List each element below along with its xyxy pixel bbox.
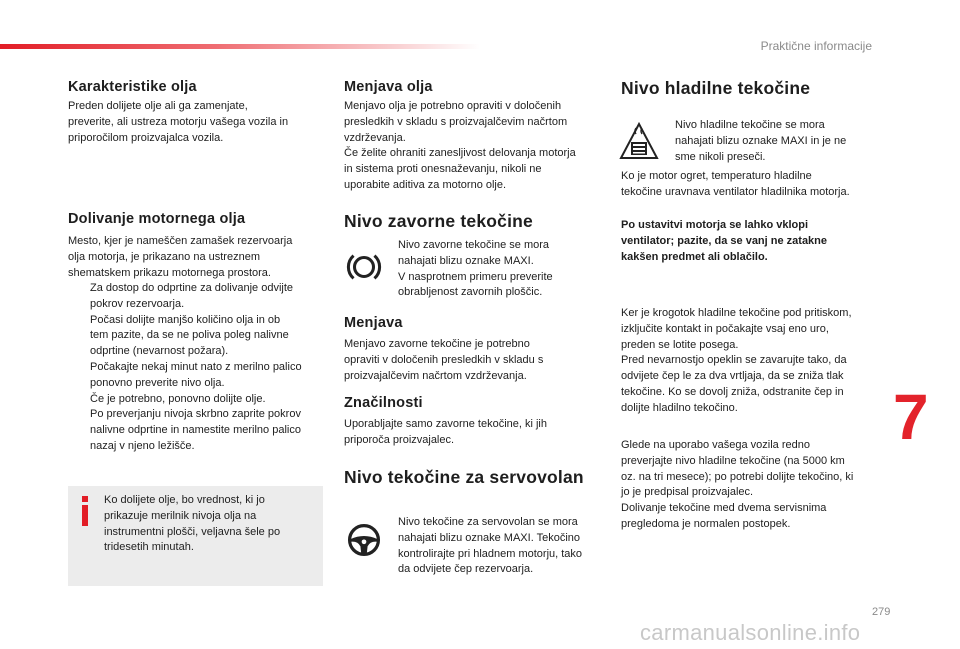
brake-fluid-text: Nivo zavorne tekočine se mora nahajati blizu oznake MAXI. V nasprotnem primeru preverite obrabljenost zavornih ploščic. bbox=[398, 239, 553, 299]
oil-topup-steps bbox=[68, 281, 302, 455]
brake-fluid-title: Nivo zavorne tekočine bbox=[344, 211, 533, 231]
info-note-box bbox=[68, 486, 323, 586]
list-item: Če je potrebno, ponovno dolijte olje. bbox=[90, 392, 266, 405]
oil-change-text: Menjavo olja je potrebno opraviti v določenih presledkih v skladu s proizvajalčevim načrtom vzdrževanja. Če želite ohraniti zanesljivost delovanja motorja in sistema proti onesnaževanju, nikoli ne uporabite aditiva za motorno olje. bbox=[344, 100, 576, 191]
brake-replacement-text: Menjavo zavorne tekočine je potrebno opraviti v določenih presledkih v skladu s proizvajalčevim načrtom vzdrževanja. bbox=[344, 338, 544, 382]
steering-wheel-icon bbox=[346, 522, 382, 558]
coolant-title: Nivo hladilne tekočine bbox=[621, 78, 811, 98]
list-item: Počakajte nekaj minut nato z merilno palico ponovno preverite nivo olja. bbox=[90, 360, 302, 389]
brake-replacement-title: Menjava bbox=[344, 315, 403, 331]
chapter-number: 7 bbox=[893, 381, 929, 453]
oil-characteristics-title: Karakteristike olja bbox=[68, 79, 197, 95]
coolant-check-text: Glede na uporabo vašega vozila redno preverjajte nivo hladilne tekočine (na 5000 km oz. na tri mesece); po potrebi dolijte tekočino, ki jo je predpisal proizvajalec. Dolivanje tekočine med dvema servisnima pregledoma je normalen postopek. bbox=[621, 439, 854, 530]
power-steering-text: Nivo tekočine za servovolan se mora nahajati blizu oznake MAXI. Tekočino kontrolirajte pri hladnem motorju, tako da odvijete čep rezervoarja. bbox=[398, 516, 583, 576]
info-note-text: Ko dolijete olje, bo vrednost, ki jo prikazuje merilnik nivoja olja na instrumentni plošči, veljavna šele po tridesetih minutah. bbox=[104, 494, 281, 554]
section-title: Praktične informacije bbox=[760, 39, 872, 53]
list-item: Po preverjanju nivoja skrbno zaprite pokrov nalivne odprtine in namestite merilno palico nazaj v njeno ležišče. bbox=[90, 408, 301, 452]
fan-warning-text: Po ustavitvi motorja se lahko vklopi ventilator; pazite, da se vanj ne zatakne kakšen predmet ali oblačilo. bbox=[621, 219, 828, 263]
brake-warning-icon bbox=[345, 248, 383, 286]
coolant-hot-engine-text: Ko je motor ogret, temperaturo hladilne tekočine uravnava ventilator hladilnika motorja. bbox=[621, 170, 850, 198]
oil-topup-intro: Mesto, kjer je nameščen zamašek rezervoarja olja motorja, je prikazano na ustreznem shematskem prikazu motornega prostora. bbox=[68, 235, 293, 279]
watermark: carmanualsonline.info bbox=[640, 620, 861, 645]
header-accent-bar bbox=[0, 44, 480, 49]
brake-spec-text: Uporabljajte samo zavorne tekočine, ki jih priporoča proizvajalec. bbox=[344, 418, 547, 446]
oil-topup-title: Dolivanje motornega olja bbox=[68, 211, 246, 227]
hot-coolant-warning-icon bbox=[617, 120, 661, 164]
oil-change-title: Menjava olja bbox=[344, 79, 433, 95]
page-number: 279 bbox=[872, 606, 891, 618]
oil-characteristics-text: Preden dolijete olje ali ga zamenjate, preverite, ali ustreza motorju vašega vozila in priporočilom proizvajalca vozila. bbox=[68, 100, 289, 144]
coolant-pressure-text: Ker je krogotok hladilne tekočine pod pritiskom, izključite kontakt in počakajte vsaj eno uro, preden se lotite posega. Pred nevarnostjo opeklin se zavarujte tako, da odvijete čep le za dva vrtljaja, da se zniža tlak tekočine. Ko se dovolj zniža, odstranite čep in dolijte hladilno tekočino. bbox=[621, 307, 852, 414]
list-item: Počasi dolijte manjšo količino olja in ob tem pazite, da se ne poliva poleg nalivne odprtine (nevarnost požara). bbox=[90, 313, 289, 358]
power-steering-title: Nivo tekočine za servovolan bbox=[344, 467, 584, 487]
info-icon bbox=[78, 496, 92, 526]
list-item: Za dostop do odprtine za dolivanje odvijte pokrov rezervoarja. bbox=[90, 282, 294, 310]
coolant-level-text: Nivo hladilne tekočine se mora nahajati blizu oznake MAXI in je ne sme nikoli preseči. bbox=[675, 119, 847, 163]
brake-spec-title: Značilnosti bbox=[344, 395, 423, 411]
